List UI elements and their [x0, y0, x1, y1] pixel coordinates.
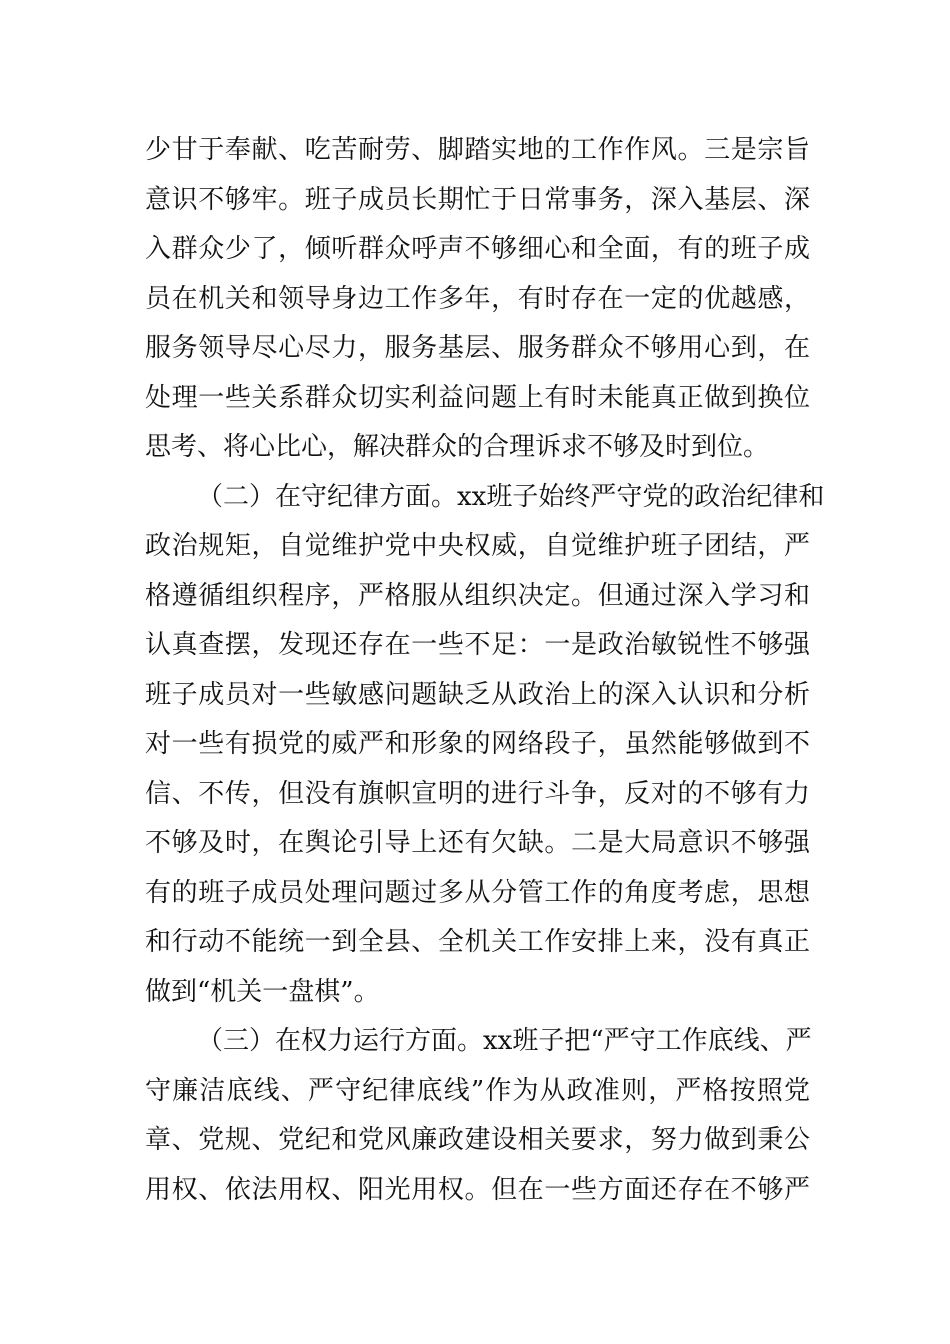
- text-line: 入群众少了，倾听群众呼声不够细心和全面，有的班子成: [145, 234, 810, 264]
- text-line: 和行动不能统一到全县、全机关工作安排上来，没有真正: [145, 927, 810, 957]
- text-line: 不够及时，在舆论引导上还有欠缺。二是大局意识不够强: [145, 828, 810, 858]
- text-line: 处理一些关系群众切实利益问题上有时未能真正做到换位: [145, 382, 810, 413]
- text-line: 服务领导尽心尽力，服务基层、服务群众不够用心到，在: [145, 333, 810, 363]
- document-body: [145, 126, 825, 1215]
- section-heading-line: （二）在守纪律方面。xx班子始终严守党的政治纪律和: [197, 481, 825, 512]
- text-line: 守廉洁底线、严守纪律底线”作为从政准则，严格按照党: [145, 1075, 810, 1106]
- text-line: 信、不传，但没有旗帜宣明的进行斗争，反对的不够有力: [145, 778, 810, 809]
- text-line: 少甘于奉献、吃苦耐劳、脚踏实地的工作作风。三是宗旨: [145, 135, 810, 165]
- paragraph-service-awareness: [145, 126, 810, 473]
- text-line: 意识不够牢。班子成员长期忙于日常事务，深入基层、深: [145, 184, 810, 215]
- text-line: 有的班子成员处理问题过多从分管工作的角度考虑，思想: [145, 877, 810, 908]
- section-heading-line: （三）在权力运行方面。xx班子把“严守工作底线、严: [197, 1026, 812, 1056]
- text-line: 格遵循组织程序，严格服从组织决定。但通过深入学习和: [145, 580, 810, 611]
- text-line: 认真查摆，发现还存在一些不足：一是政治敏锐性不够强: [145, 630, 810, 660]
- paragraph-discipline: [145, 473, 825, 1018]
- text-line: 对一些有损党的威严和形象的网络段子，虽然能够做到不: [145, 729, 810, 759]
- text-line: 用权、依法用权、阳光用权。但在一些方面还存在不够严: [145, 1174, 810, 1205]
- text-line: 政治规矩，自觉维护党中央权威，自觉维护班子团结，严: [145, 531, 810, 561]
- text-line: 章、党规、党纪和党风廉政建设相关要求，努力做到秉公: [145, 1125, 810, 1155]
- text-line: 班子成员对一些敏感问题缺乏从政治上的深入认识和分析: [145, 679, 810, 710]
- text-line: 做到“机关一盘棋”。: [145, 976, 380, 1007]
- paragraph-power-operation: [145, 1017, 810, 1215]
- text-line: 员在机关和领导身边工作多年，有时存在一定的优越感，: [145, 283, 810, 314]
- text-line: 思考、将心比心，解决群众的合理诉求不够及时到位。: [145, 432, 770, 462]
